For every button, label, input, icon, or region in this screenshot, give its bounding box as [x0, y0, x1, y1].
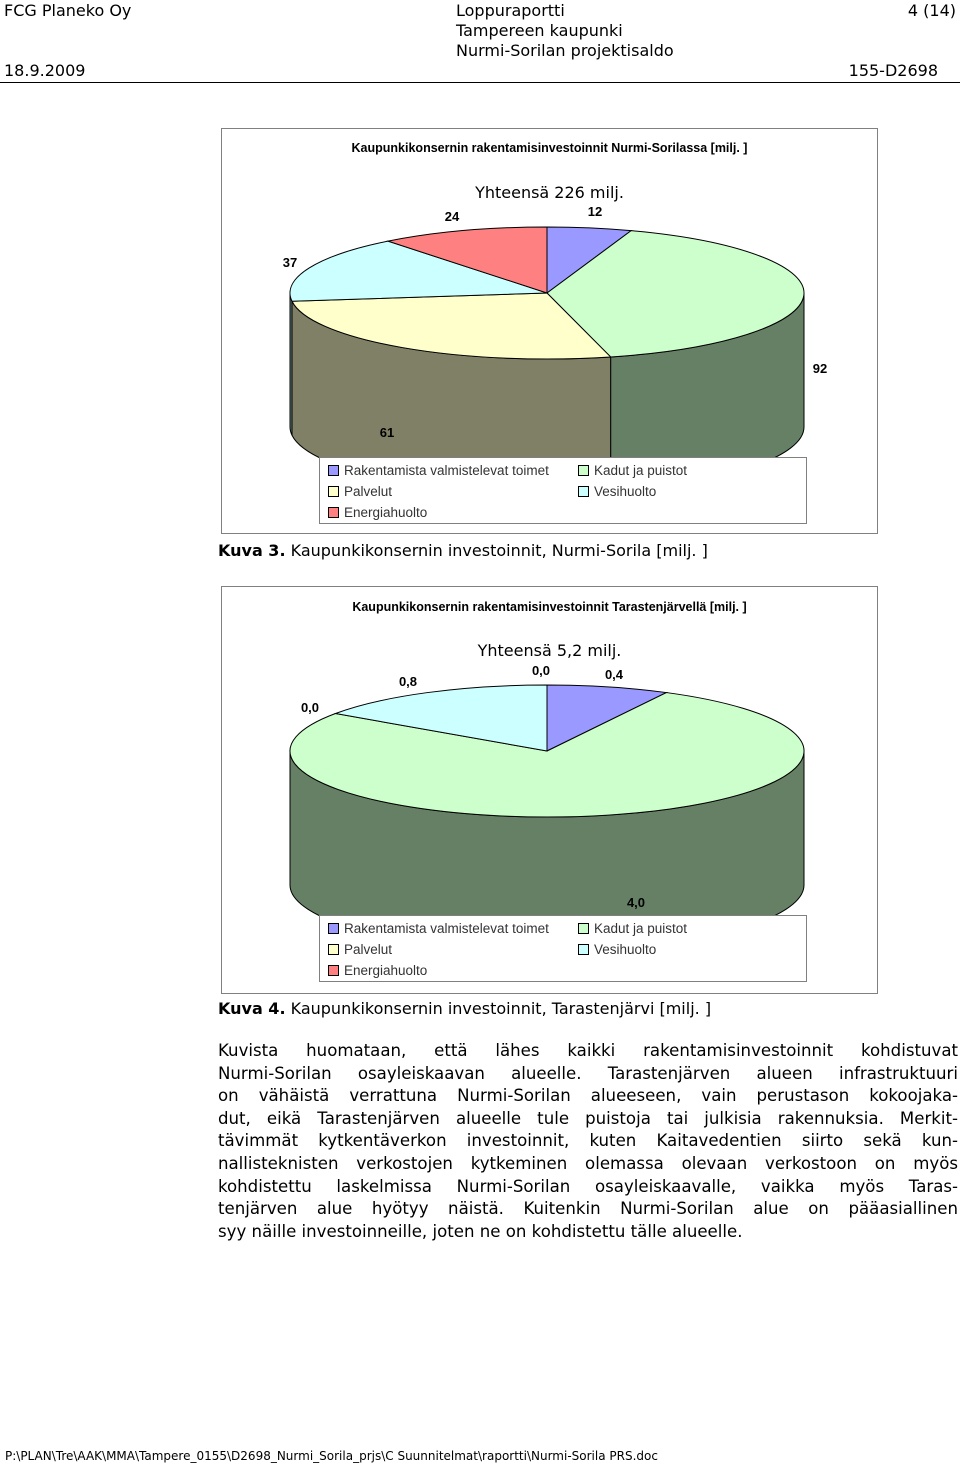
legend-label: Kadut ja puistot — [594, 921, 688, 936]
legend-item — [328, 484, 392, 499]
legend-swatch — [328, 486, 339, 497]
legend-item — [328, 463, 549, 478]
legend-label: Kadut ja puistot — [594, 463, 688, 478]
file-path-footer: P:\PLAN\Tre\AAK\MMA\Tampere_0155\D2698_Nurmi_Sorila_prjs\C Suunnitelmat\raportti\Nurmi-Sorila PRS.doc — [5, 1449, 658, 1463]
data-label: 37 — [282, 255, 298, 270]
legend-item — [328, 963, 427, 978]
page-number: 4 (14) — [907, 1, 956, 20]
chart-title: Kaupunkikonsernin rakentamisinvestoinnit Tarastenjärvellä [milj. ] — [352, 600, 747, 614]
legend-swatch — [578, 486, 589, 497]
legend-swatch — [328, 965, 339, 976]
legend-swatch — [328, 507, 339, 518]
paragraph-line: on vähäistä verrattuna Nurmi-Sorilan alueeseen, vain perustason kokoojaka- — [218, 1086, 958, 1106]
chart-nurmi-sorila — [221, 128, 878, 534]
paragraph-line: tävimmät kytkentäverkon investoinnit, kuten Kaitavedentien siirto sekä kun- — [218, 1131, 958, 1151]
chart-tarastenjarvi — [221, 586, 878, 994]
legend-item — [328, 921, 549, 936]
paragraph-line: Kuvista huomataan, että lähes kaikki rakentamisinvestoinnit kohdistuvat — [218, 1041, 958, 1060]
paragraph-line: syy näille investoinneille, joten ne on kohdistettu tälle alueelle. — [218, 1221, 743, 1241]
legend-swatch — [578, 465, 589, 476]
paragraph-line: dut, eikä Tarastenjärven alueelle tule puistoja tai julkisia rakennuksia. Merkit- — [218, 1108, 958, 1128]
legend-swatch — [578, 944, 589, 955]
data-label: 92 — [812, 361, 828, 376]
legend-item — [578, 921, 687, 936]
header-rule — [0, 82, 960, 83]
chart-legend — [319, 915, 807, 982]
project-name: Nurmi-Sorilan projektisaldo — [456, 41, 674, 60]
legend-item — [328, 942, 392, 957]
data-label: 12 — [587, 204, 603, 219]
data-label: 0,0 — [300, 700, 320, 715]
legend-swatch — [578, 923, 589, 934]
caption-text: Kaupunkikonsernin investoinnit, Nurmi-Sorila [milj. ] — [290, 541, 708, 560]
paragraph-line: kohdistettu laskelmissa Nurmi-Sorilan osayleiskaavalle, vaikka myös Taras- — [218, 1176, 958, 1196]
legend-item — [328, 505, 427, 520]
legend-item — [578, 463, 687, 478]
body-paragraph — [218, 1040, 958, 1243]
document-number: 155-D2698 — [848, 61, 938, 80]
figure-caption-4 — [218, 999, 711, 1018]
caption-number: Kuva 4. — [218, 999, 286, 1018]
pie-side-vesihuolto — [290, 293, 292, 435]
data-label: 0,0 — [531, 663, 551, 678]
company-name: FCG Planeko Oy — [4, 1, 132, 20]
data-label: 4,0 — [626, 895, 646, 910]
legend-label: Palvelut — [344, 484, 393, 499]
caption-number: Kuva 3. — [218, 541, 286, 560]
legend-label: Rakentamista valmistelevat toimet — [344, 463, 549, 478]
legend-label: Energiahuolto — [344, 963, 428, 978]
legend-label: Vesihuolto — [594, 484, 657, 499]
chart-total: Yhteensä 5,2 milj. — [477, 641, 622, 660]
legend-item — [578, 942, 656, 957]
legend-swatch — [328, 465, 339, 476]
report-title: Loppuraportti — [456, 1, 565, 20]
city-name: Tampereen kaupunki — [456, 21, 623, 40]
caption-text: Kaupunkikonsernin investoinnit, Tarastenjärvi [milj. ] — [290, 999, 712, 1018]
paragraph-line: tenjärven alue hyötyy näistä. Kuitenkin Nurmi-Sorilan alue on pääasiallinen — [218, 1199, 958, 1219]
chart-title: Kaupunkikonsernin rakentamisinvestoinnit Nurmi-Sorilassa [milj. ] — [351, 141, 748, 155]
paragraph-line: nallisteknisten verkostojen kytkeminen olemassa olevaan verkostoon on myös — [218, 1153, 958, 1173]
legend-item — [578, 484, 656, 499]
data-label: 61 — [379, 425, 395, 440]
legend-label: Vesihuolto — [594, 942, 657, 957]
chart-legend — [319, 457, 807, 524]
data-label: 0,4 — [604, 667, 624, 682]
figure-caption-3 — [218, 541, 708, 560]
paragraph-line: Nurmi-Sorilan osayleiskaavan alueelle. Tarastenjärven alueen infrastruktuuri — [218, 1063, 958, 1083]
legend-swatch — [328, 923, 339, 934]
chart-total: Yhteensä 226 milj. — [475, 183, 624, 202]
data-label: 0,8 — [398, 674, 418, 689]
legend-label: Rakentamista valmistelevat toimet — [344, 921, 549, 936]
data-label: 24 — [444, 209, 460, 224]
legend-swatch — [328, 944, 339, 955]
legend-label: Energiahuolto — [344, 505, 428, 520]
legend-label: Palvelut — [344, 942, 393, 957]
report-date: 18.9.2009 — [4, 61, 86, 80]
